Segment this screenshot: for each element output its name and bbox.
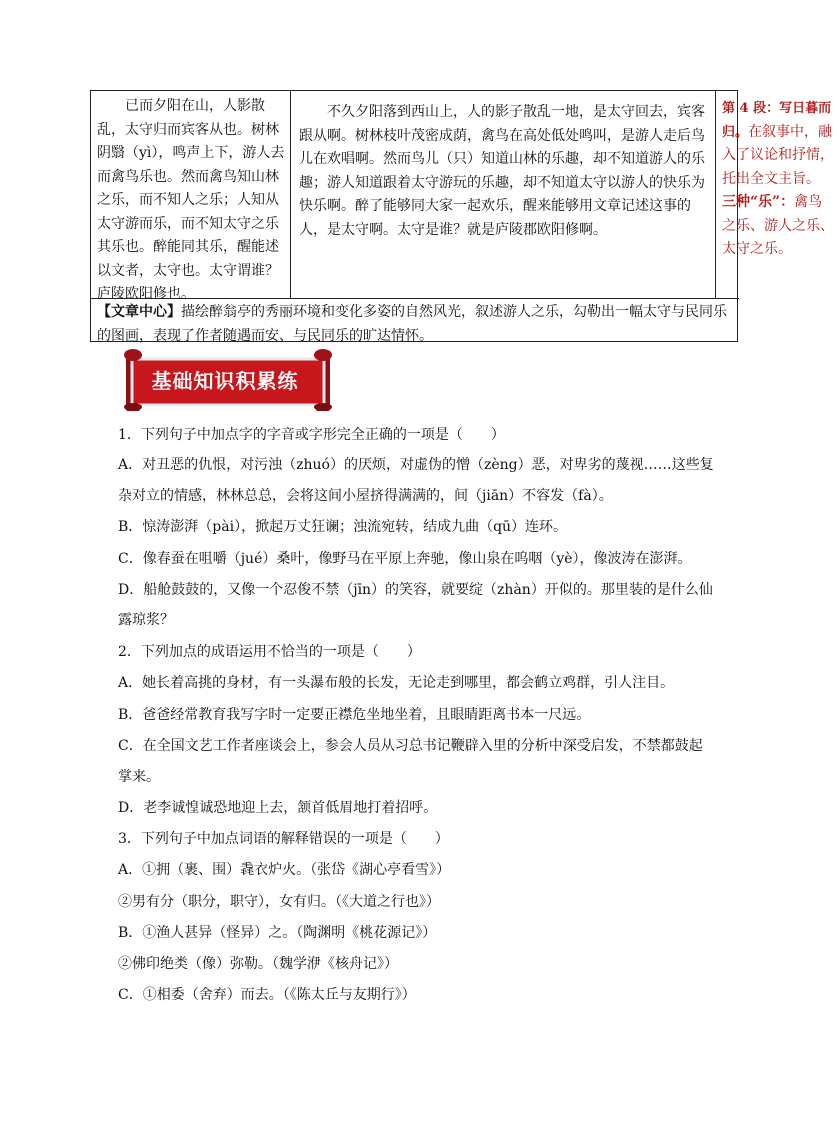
q2-option-b: B．爸爸经常教育我写字时一定要正襟危坐地坐着，且眼睛距离书本一尺远。 (118, 707, 591, 723)
analysis-body: 在叙事中，融入了议论和抒情，托出全文主旨。 (722, 123, 834, 187)
analysis-heading: 第 4 段：写日暮而归。 (722, 101, 832, 140)
article-center-text: 描绘醉翁亭的秀丽环境和变化多姿的自然风光，叙述游人之乐，勾勒出一幅太守与民同乐的图画，表现了作者随遇而安、与民同乐的旷达情怀。 (97, 304, 727, 344)
q1-option-a-line1: A．对丑恶的仇恨，对污浊（zhuó）的厌烦，对虚伪的憎（zèng）恶，对卑劣的蔑视……这些复 (118, 457, 714, 473)
q2-option-c-line1: C．在全国文艺工作者座谈会上，参会人员从习总书记鞭辟入里的分析中深受启发，不禁都鼓起 (118, 738, 703, 754)
three-joys-label: 三种“乐”： (722, 194, 795, 210)
q3-option-b-line2: ②佛印绝类（像）弥勒。（魏学洢《核舟记》） (118, 956, 398, 972)
article-center-label: 【文章中心】 (97, 304, 181, 320)
q1-option-a-line2: 杂对立的情感，林林总总，会将这间小屋挤得满满的，间（jiān）不容发（fà）。 (118, 488, 613, 504)
q3-stem: 3．下列句子中加点词语的解释错误的一项是（ ） (118, 831, 449, 847)
article-center-row (91, 298, 739, 343)
analysis-cell (716, 91, 839, 298)
three-joys: 禽鸟之乐、游人之乐、太守之乐。 (722, 194, 834, 257)
original-text-cell: 已而夕阳在山，人影散乱，太守归而宾客从也。树林阴翳（yì），鸣声上下，游人去而禽鸟乐也。然而禽鸟知山林之乐，而不知人之乐；人知从太守游而乐，而不知太守之乐其乐也。醉能同其乐，醒能述以文者，太守也。太守谓谁？庐陵欧阳修也。 (91, 91, 291, 298)
q1-option-c: C．像春蚕在咀嚼（jué）桑叶，像野马在平原上奔驰，像山泉在呜咽（yè），像波涛在澎湃。 (118, 551, 692, 567)
q2-stem: 2．下列加点的成语运用不恰当的一项是（ ） (118, 644, 421, 660)
q3-option-b-line1: B．①渔人甚异（怪异）之。（陶渊明《桃花源记》） (118, 925, 437, 941)
q1-stem: 1．下列句子中加点字的字音或字形完全正确的一项是（ ） (118, 427, 505, 443)
q2-option-a: A．她长着高挑的身材，有一头瀑布般的长发，无论走到哪里，都会鹤立鸡群，引人注目。 (118, 675, 675, 691)
q3-option-a-line2: ②男有分（职分，职守），女有归。（《大道之行也》） (118, 894, 440, 910)
q3-option-a-line1: A．①拥（裹、围）毳衣炉火。（张岱《湖心亭看雪》） (118, 862, 451, 878)
section-title: 基础知识积累练 (151, 369, 299, 393)
text-analysis-table (90, 90, 834, 344)
translation-cell: 不久夕阳落到西山上，人的影子散乱一地，是太守回去，宾客跟从啊。树林枝叶茂密成荫，禽鸟在高处低处鸣叫，是游人走后鸟儿在欢唱啊。然而鸟儿（只）知道山林的乐趣，却不知道游人的乐趣；游人知道跟着太守游玩的乐趣，却不知道太守以游人的快乐为快乐啊。醉了能够同大家一起欢乐，醒来能够用文章记述这事的人，是太守啊。太守是谁？就是庐陵郡欧阳修啊。 (291, 91, 716, 298)
q2-option-c-line2: 掌来。 (118, 769, 160, 785)
q2-option-d: D．老李诚惶诚恐地迎上去，颔首低眉地打着招呼。 (118, 800, 438, 816)
q3-option-c-line1: C．①相委（舍弃）而去。（《陈太丘与友期行》） (118, 987, 416, 1003)
q1-option-d-line2: 露琼浆？ (118, 612, 174, 628)
q1-option-d-line1: D．船舱鼓鼓的，又像一个忍俊不禁（jīn）的笑容，就要绽（zhàn）开似的。那里装的是什么仙 (118, 582, 713, 598)
q1-option-b: B．惊涛澎湃（pài），掀起万丈狂谰；浊流宛转，结成九曲（qū）连环。 (118, 519, 568, 535)
